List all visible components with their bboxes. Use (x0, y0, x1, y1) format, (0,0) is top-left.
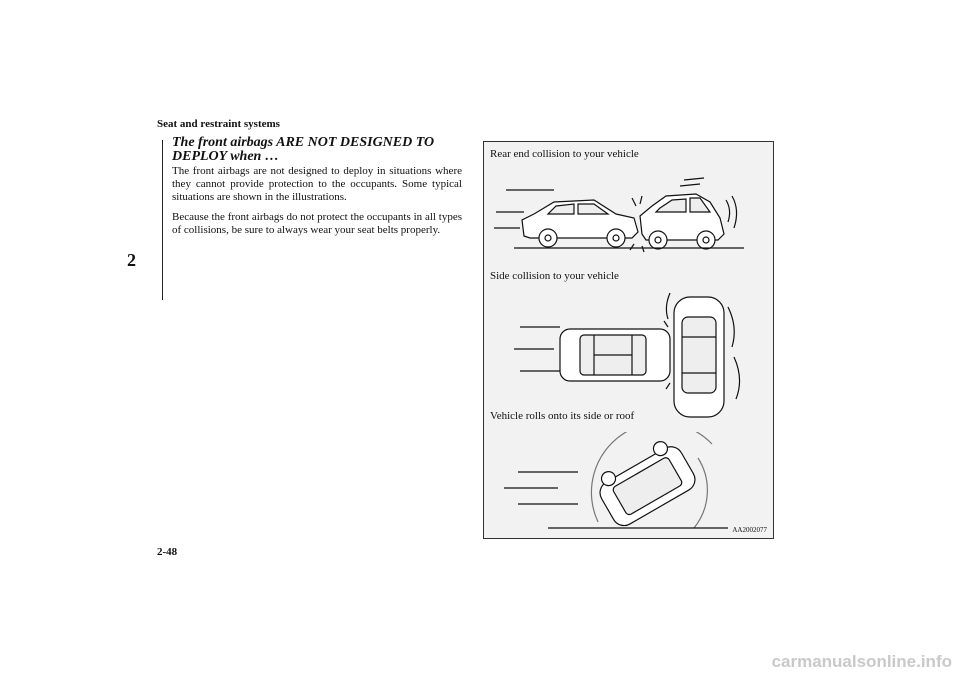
page-number: 2-48 (157, 546, 178, 558)
side-collision-illustration (514, 287, 754, 427)
caption-side-collision: Side collision to your vehicle (490, 270, 619, 282)
chapter-number: 2 (127, 250, 136, 270)
watermark: carmanualsonline.info (771, 652, 952, 671)
illustration-panel (483, 141, 774, 539)
section-heading: The front airbags ARE NOT DESIGNED TO DEPLOY when … (172, 135, 435, 164)
paragraph-seat-belts: Because the front airbags do not protect the occupants in all types of collisions, be sure to always wear your seat belts properly. (172, 211, 462, 236)
paragraph-situations: The front airbags are not designed to deploy in situations where they cannot provide protection to the occupants. Some typical situations are shown in the illustrations. (172, 165, 462, 203)
chapter-tab (115, 140, 163, 300)
caption-rear-end: Rear end collision to your vehicle (490, 148, 639, 160)
figure-id: AA2002077 (732, 526, 767, 534)
caption-rollover: Vehicle rolls onto its side or roof (490, 410, 635, 422)
section-header: Seat and restraint systems (157, 118, 280, 130)
rear-end-collision-illustration (494, 176, 764, 256)
rollover-illustration (498, 432, 758, 532)
